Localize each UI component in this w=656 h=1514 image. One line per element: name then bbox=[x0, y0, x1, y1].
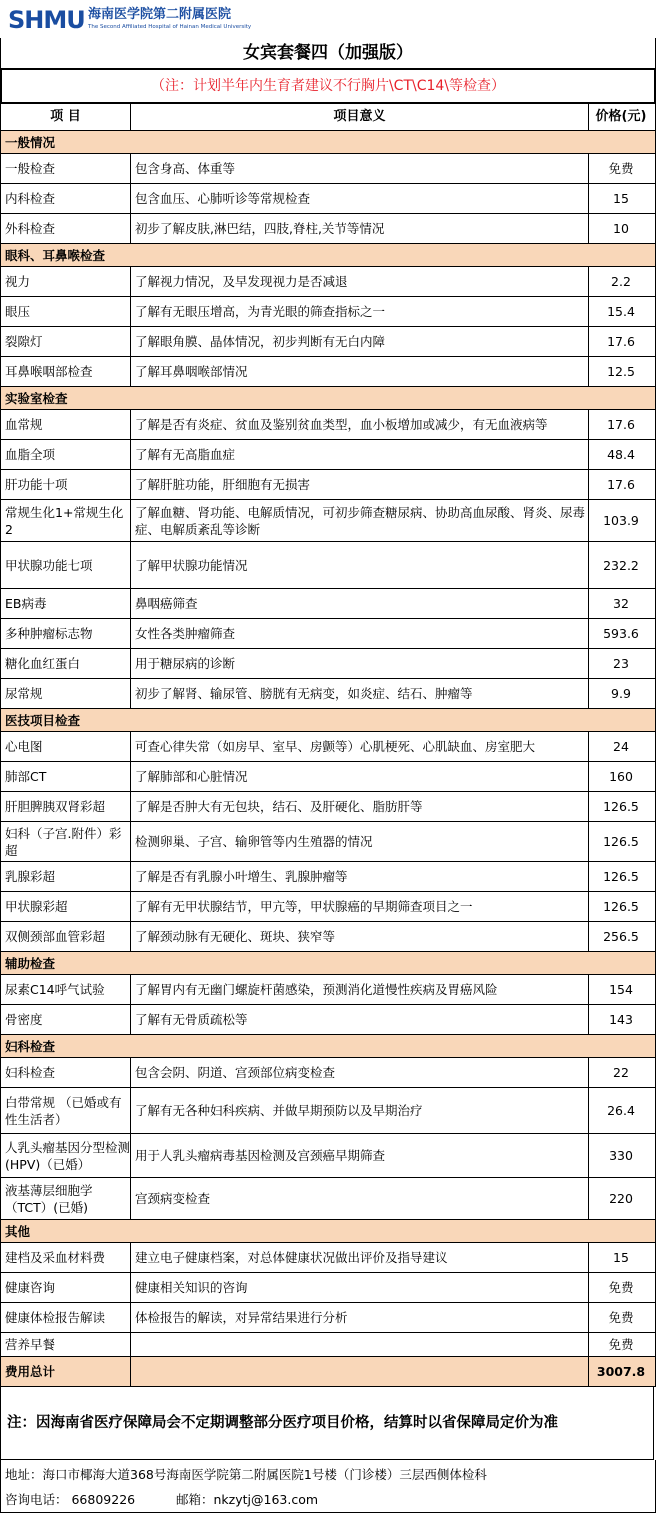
table-row bbox=[1, 470, 655, 500]
item-meaning: 初步了解肾、输尿管、膀胱有无病变，如炎症、结石、肿瘤等 bbox=[131, 679, 589, 708]
table-row bbox=[1, 892, 655, 922]
item-meaning: 了解颈动脉有无硬化、斑块、狭窄等 bbox=[131, 922, 589, 951]
item-name: 尿素C14呼气试验 bbox=[1, 975, 131, 1004]
table-row bbox=[1, 679, 655, 709]
item-price: 免费 bbox=[608, 1337, 634, 1352]
table-row bbox=[1, 1178, 655, 1220]
item-name: 视力 bbox=[1, 267, 131, 296]
item-name: 建档及采血材料费 bbox=[1, 1243, 131, 1272]
item-meaning: 了解肝脏功能，肝细胞有无损害 bbox=[131, 470, 589, 499]
item-price: 330 bbox=[609, 1148, 633, 1163]
item-name: 骨密度 bbox=[1, 1005, 131, 1034]
pregnancy-note: （注：计划半年内生育者建议不行胸片\CT\C14\等检查） bbox=[0, 68, 656, 104]
item-meaning: 宫颈病变检查 bbox=[131, 1178, 589, 1219]
item-price: 17.6 bbox=[607, 334, 635, 349]
item-price: 143 bbox=[609, 1012, 633, 1027]
item-meaning: 鼻咽癌筛查 bbox=[131, 589, 589, 618]
item-meaning: 了解甲状腺功能情况 bbox=[131, 542, 589, 588]
item-name: 白带常规 （已婚或有性生活者） bbox=[1, 1088, 131, 1133]
section-row bbox=[1, 1220, 655, 1243]
table-row bbox=[1, 862, 655, 892]
item-price: 3007.8 bbox=[596, 1364, 646, 1379]
item-name: 妇科（子宫.附件）彩超 bbox=[1, 822, 131, 861]
item-meaning: 女性各类肿瘤筛查 bbox=[131, 619, 589, 648]
item-meaning: 包含身高、体重等 bbox=[131, 154, 589, 183]
item-name: 耳鼻喉咽部检查 bbox=[1, 357, 131, 386]
item-price: 免费 bbox=[608, 161, 634, 176]
item-price: 24 bbox=[613, 739, 629, 754]
table-header bbox=[1, 102, 655, 131]
item-price: 15 bbox=[613, 191, 629, 206]
item-price: 15.4 bbox=[607, 304, 635, 319]
item-name: 一般检查 bbox=[1, 154, 131, 183]
item-price: 26.4 bbox=[607, 1103, 635, 1118]
table-row bbox=[1, 357, 655, 387]
package-title: 女宾套餐四（加强版） bbox=[0, 38, 656, 68]
item-price: 220 bbox=[609, 1191, 633, 1206]
section-row bbox=[1, 709, 655, 732]
item-price: 22 bbox=[613, 1065, 629, 1080]
item-name: 血常规 bbox=[1, 410, 131, 439]
item-meaning: 了解是否肿大有无包块，结石、及肝硬化、脂肪肝等 bbox=[131, 792, 589, 821]
col-header-price: 价格(元) bbox=[595, 108, 647, 124]
item-name: 费用总计 bbox=[1, 1357, 131, 1386]
table-row bbox=[1, 1333, 655, 1357]
section-row bbox=[1, 952, 655, 975]
item-name: 糖化血红蛋白 bbox=[1, 649, 131, 678]
table-row bbox=[1, 975, 655, 1005]
table-row bbox=[1, 440, 655, 470]
price-footnote: 注：因海南省医疗保障局会不定期调整部分医疗项目价格，结算时以省保障局定价为准 bbox=[0, 1386, 654, 1460]
col-header-item: 项 目 bbox=[1, 102, 131, 130]
item-price: 126.5 bbox=[603, 869, 639, 884]
item-price: 23 bbox=[613, 656, 629, 671]
item-meaning: 了解视力情况，及早发现视力是否减退 bbox=[131, 267, 589, 296]
item-meaning: 了解肺部和心脏情况 bbox=[131, 762, 589, 791]
table-row bbox=[1, 922, 655, 952]
item-meaning: 了解是否有炎症、贫血及鉴别贫血类型，血小板增加或减少，有无血液病等 bbox=[131, 410, 589, 439]
item-name: 营养早餐 bbox=[1, 1333, 131, 1356]
item-price: 32 bbox=[613, 596, 629, 611]
section-row bbox=[1, 1035, 655, 1058]
item-meaning: 了解是否有乳腺小叶增生、乳腺肿瘤等 bbox=[131, 862, 589, 891]
item-price: 17.6 bbox=[607, 417, 635, 432]
table-row bbox=[1, 267, 655, 297]
item-name: 尿常规 bbox=[1, 679, 131, 708]
table-row bbox=[1, 214, 655, 244]
item-name: 甲状腺彩超 bbox=[1, 892, 131, 921]
col-header-meaning: 项目意义 bbox=[131, 102, 589, 130]
item-name: 肺部CT bbox=[1, 762, 131, 791]
section-row bbox=[1, 244, 655, 267]
item-name: 健康咨询 bbox=[1, 1273, 131, 1302]
table-row bbox=[1, 1005, 655, 1035]
item-name: 肝功能十项 bbox=[1, 470, 131, 499]
item-price: 48.4 bbox=[607, 447, 635, 462]
item-meaning: 可查心律失常（如房早、室早、房颤等）心肌梗死、心肌缺血、房室肥大 bbox=[131, 732, 589, 761]
item-price: 256.5 bbox=[603, 929, 639, 944]
item-name: 乳腺彩超 bbox=[1, 862, 131, 891]
item-meaning: 用于糖尿病的诊断 bbox=[131, 649, 589, 678]
item-name: 内科检查 bbox=[1, 184, 131, 213]
item-price: 126.5 bbox=[603, 899, 639, 914]
item-meaning bbox=[131, 1333, 589, 1356]
item-price: 154 bbox=[609, 982, 633, 997]
item-meaning: 了解有无甲状腺结节，甲亢等，甲状腺癌的早期筛查项目之一 bbox=[131, 892, 589, 921]
item-name: 外科检查 bbox=[1, 214, 131, 243]
item-name: 液基薄层细胞学（TCT）(已婚) bbox=[1, 1178, 131, 1219]
item-price: 15 bbox=[613, 1250, 629, 1265]
item-name: 多种肿瘤标志物 bbox=[1, 619, 131, 648]
item-price: 免费 bbox=[608, 1310, 634, 1325]
address: 地址：海口市椰海大道368号海南医学院第二附属医院1号楼（门诊楼）三层西侧体检科 bbox=[5, 1467, 487, 1482]
table-row bbox=[1, 619, 655, 649]
section-label: 其他 bbox=[5, 1223, 31, 1239]
item-meaning: 健康相关知识的咨询 bbox=[131, 1273, 589, 1302]
section-label: 一般情况 bbox=[5, 134, 56, 150]
section-label: 辅助检查 bbox=[5, 955, 56, 971]
item-price: 17.6 bbox=[607, 477, 635, 492]
item-name: 血脂全项 bbox=[1, 440, 131, 469]
item-name: 心电图 bbox=[1, 732, 131, 761]
item-meaning: 了解血糖、肾功能、电解质情况，可初步筛查糖尿病、协助高血尿酸、肾炎、尿毒症、电解质紊乱等诊断 bbox=[131, 500, 589, 541]
table-row bbox=[1, 184, 655, 214]
table-row bbox=[1, 410, 655, 440]
item-meaning: 了解胃内有无幽门螺旋杆菌感染，预测消化道慢性疾病及胃癌风险 bbox=[131, 975, 589, 1004]
hospital-name-cn: 海南医学院第二附属医院 bbox=[88, 7, 232, 22]
item-name: 常规生化1+常规生化2 bbox=[1, 500, 131, 541]
item-meaning: 建立电子健康档案，对总体健康状况做出评价及指导建议 bbox=[131, 1243, 589, 1272]
item-meaning: 用于人乳头瘤病毒基因检测及宫颈癌早期筛查 bbox=[131, 1134, 589, 1177]
item-meaning: 了解有无各种妇科疾病、并做早期预防以及早期治疗 bbox=[131, 1088, 589, 1133]
table-row bbox=[1, 822, 655, 862]
item-name: 甲状腺功能七项 bbox=[1, 542, 131, 588]
total-row bbox=[1, 1357, 655, 1387]
item-price: 160 bbox=[609, 769, 633, 784]
table-row bbox=[1, 500, 655, 542]
table-row bbox=[1, 1088, 655, 1134]
item-name: 裂隙灯 bbox=[1, 327, 131, 356]
table-row bbox=[1, 154, 655, 184]
hospital-header bbox=[0, 0, 656, 38]
table-row bbox=[1, 327, 655, 357]
item-meaning: 体检报告的解读，对异常结果进行分析 bbox=[131, 1303, 589, 1332]
item-meaning: 了解有无高脂血症 bbox=[131, 440, 589, 469]
table-row bbox=[1, 1058, 655, 1088]
table-row bbox=[1, 792, 655, 822]
item-meaning: 了解眼角膜、晶体情况，初步判断有无白内障 bbox=[131, 327, 589, 356]
item-price: 103.9 bbox=[603, 513, 639, 528]
item-name: 肝胆脾胰双肾彩超 bbox=[1, 792, 131, 821]
table-row bbox=[1, 1243, 655, 1273]
item-meaning: 初步了解皮肤,淋巴结，四肢,脊柱,关节等情况 bbox=[131, 214, 589, 243]
item-price: 2.2 bbox=[611, 274, 631, 289]
section-label: 妇科检查 bbox=[5, 1038, 56, 1054]
table-row bbox=[1, 732, 655, 762]
section-label: 眼科、耳鼻喉检查 bbox=[5, 247, 106, 263]
item-meaning: 包含会阴、阴道、宫颈部位病变检查 bbox=[131, 1058, 589, 1087]
item-meaning: 了解有无骨质疏松等 bbox=[131, 1005, 589, 1034]
phone: 咨询电话： 66809226 bbox=[5, 1492, 136, 1507]
table-row bbox=[1, 1273, 655, 1303]
table-row bbox=[1, 297, 655, 327]
item-meaning bbox=[131, 1357, 589, 1386]
item-name: 人乳头瘤基因分型检测(HPV)（已婚） bbox=[1, 1134, 131, 1177]
table-row bbox=[1, 649, 655, 679]
section-label: 实验室检查 bbox=[5, 390, 68, 406]
item-price: 免费 bbox=[608, 1280, 634, 1295]
table-row bbox=[1, 542, 655, 589]
table-row bbox=[1, 762, 655, 792]
item-price: 126.5 bbox=[603, 799, 639, 814]
hospital-logo: SHMU bbox=[8, 6, 85, 34]
item-price: 9.9 bbox=[611, 686, 631, 701]
section-label: 医技项目检查 bbox=[5, 712, 81, 728]
item-price: 232.2 bbox=[603, 557, 639, 573]
item-name: 健康体检报告解读 bbox=[1, 1303, 131, 1332]
item-price: 593.6 bbox=[603, 626, 639, 641]
item-meaning: 了解有无眼压增高，为青光眼的筛查指标之一 bbox=[131, 297, 589, 326]
item-meaning: 了解耳鼻咽喉部情况 bbox=[131, 357, 589, 386]
item-name: 妇科检查 bbox=[1, 1058, 131, 1087]
hospital-name-en: The Second Affiliated Hospital of Hainan Medical University bbox=[88, 24, 252, 30]
item-price: 10 bbox=[613, 221, 629, 236]
contact-info bbox=[0, 1460, 656, 1513]
table-row bbox=[1, 1303, 655, 1333]
table-row bbox=[1, 1134, 655, 1178]
exam-table bbox=[0, 102, 656, 1387]
section-row bbox=[1, 387, 655, 410]
item-meaning: 包含血压、心肺听诊等常规检查 bbox=[131, 184, 589, 213]
section-row bbox=[1, 131, 655, 154]
item-name: 眼压 bbox=[1, 297, 131, 326]
email: 邮箱：nkzytj@163.com bbox=[176, 1492, 319, 1507]
item-name: EB病毒 bbox=[1, 589, 131, 618]
item-price: 126.5 bbox=[603, 834, 639, 849]
table-row bbox=[1, 589, 655, 619]
item-meaning: 检测卵巢、子宫、输卵管等内生殖器的情况 bbox=[131, 822, 589, 861]
item-name: 双侧颈部血管彩超 bbox=[1, 922, 131, 951]
item-price: 12.5 bbox=[607, 364, 635, 379]
